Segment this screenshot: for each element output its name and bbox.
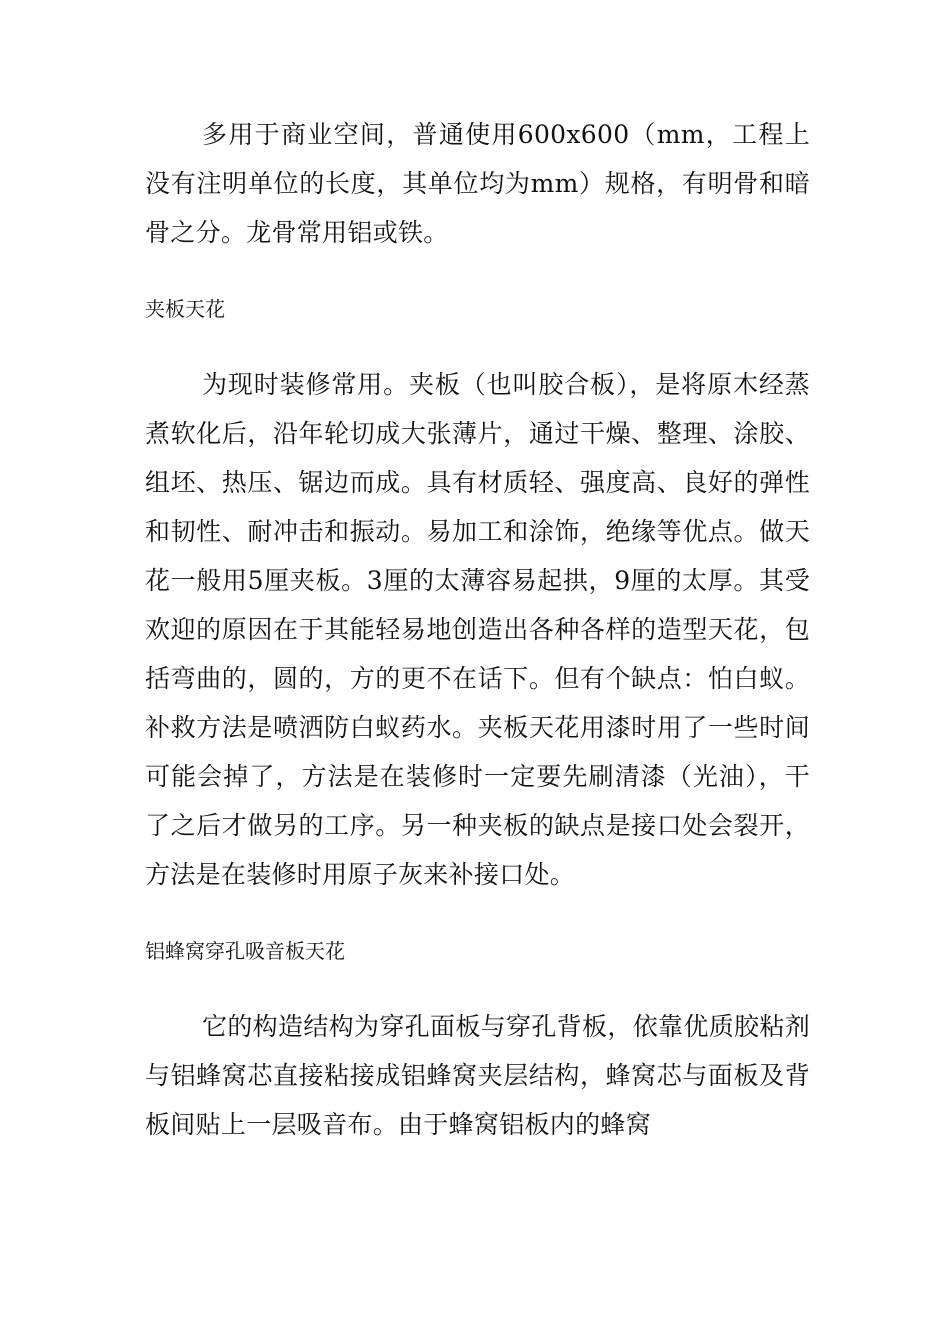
paragraph-plywood-ceiling: 为现时装修常用。夹板（也叫胶合板），是将原木经蒸煮软化后，沿年轮切成大张薄片，通过干燥、整理、涂胶、组坯、热压、锯边而成。具有材质轻、强度高、良好的弹性和韧性、耐冲击和振动。易加工和涂饰，绝缘等优点。做天花一般用5厘夹板。3厘的太薄容易起拱，9厘的太厚。其受欢迎的原因在于其能轻易地创造出各种各样的造型天花，包括弯曲的，圆的，方的更不在话下。但有个缺点：怕白蚁。补救方法是喷洒防白蚁药水。夹板天花用漆时用了一些时间可能会掉了，方法是在装修时一定要先刷清漆（光油），干了之后才做另的工序。另一种夹板的缺点是接口处会裂开，方法是在装修时用原子灰来补接口处。 bbox=[145, 370, 810, 889]
paragraph-honeycomb-ceiling: 它的构造结构为穿孔面板与穿孔背板，依靠优质胶粘剂与铝蜂窝芯直接粘接成铝蜂窝夹层结构，蜂窝芯与面板及背板间贴上一层吸音布。由于蜂窝铝板内的蜂窝 bbox=[145, 1012, 810, 1139]
heading-honeycomb-ceiling: 铝蜂窝穿孔吸音板天花 bbox=[145, 939, 345, 963]
heading-plywood-ceiling: 夹板天花 bbox=[145, 297, 225, 321]
document-body bbox=[145, 110, 810, 1149]
paragraph-grid-ceiling: 多用于商业空间，普通使用600x600（mm，工程上没有注明单位的长度，其单位均为mm）规格，有明骨和暗骨之分。龙骨常用铝或铁。 bbox=[145, 120, 810, 247]
